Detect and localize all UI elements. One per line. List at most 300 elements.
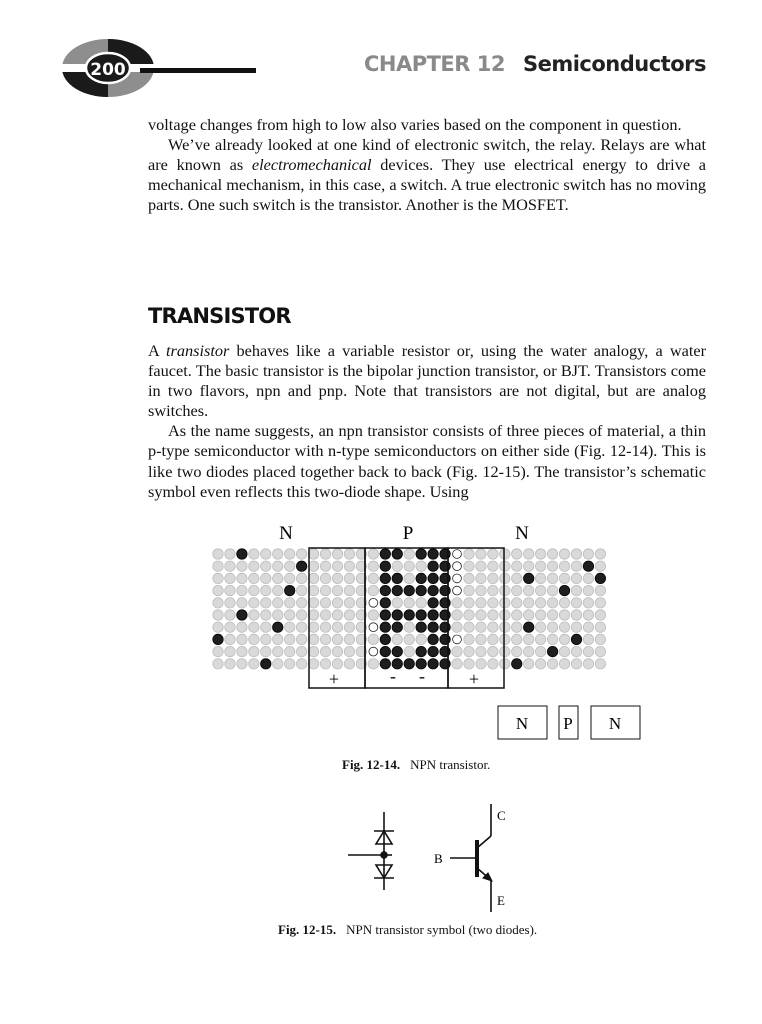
atom bbox=[512, 646, 522, 656]
atom bbox=[571, 549, 581, 559]
atom bbox=[320, 646, 330, 656]
atom bbox=[261, 634, 271, 644]
atom bbox=[404, 598, 414, 608]
atom bbox=[595, 561, 605, 571]
atom bbox=[464, 598, 474, 608]
atom bbox=[380, 634, 390, 644]
atom bbox=[488, 634, 498, 644]
atom bbox=[332, 610, 342, 620]
atom bbox=[476, 646, 486, 656]
atom bbox=[535, 610, 545, 620]
transistor-text bbox=[148, 341, 706, 502]
atom bbox=[225, 573, 235, 583]
atom bbox=[583, 634, 593, 644]
atom bbox=[368, 634, 378, 644]
atom bbox=[476, 659, 486, 669]
atom bbox=[595, 598, 605, 608]
atom bbox=[332, 561, 342, 571]
atom bbox=[559, 573, 569, 583]
atom bbox=[452, 646, 462, 656]
atom bbox=[273, 573, 283, 583]
atom bbox=[237, 622, 247, 632]
atom bbox=[368, 585, 378, 595]
atom bbox=[464, 610, 474, 620]
intro-text bbox=[148, 115, 706, 215]
atom bbox=[559, 585, 569, 595]
atom bbox=[535, 598, 545, 608]
atom bbox=[308, 573, 318, 583]
atom bbox=[332, 585, 342, 595]
atom bbox=[296, 561, 306, 571]
atom bbox=[368, 610, 378, 620]
atom bbox=[595, 610, 605, 620]
atom bbox=[535, 622, 545, 632]
atom bbox=[583, 598, 593, 608]
atom bbox=[583, 573, 593, 583]
atom bbox=[225, 598, 235, 608]
atom bbox=[404, 610, 414, 620]
atom bbox=[261, 585, 271, 595]
atom bbox=[320, 561, 330, 571]
atom bbox=[285, 598, 295, 608]
atom bbox=[249, 646, 259, 656]
atom bbox=[583, 659, 593, 669]
atom bbox=[225, 646, 235, 656]
atom bbox=[213, 622, 223, 632]
atom bbox=[559, 646, 569, 656]
atom bbox=[571, 561, 581, 571]
atom bbox=[524, 561, 534, 571]
atom bbox=[428, 561, 438, 571]
atom bbox=[285, 561, 295, 571]
atom bbox=[476, 622, 486, 632]
atom bbox=[296, 573, 306, 583]
atom bbox=[344, 659, 354, 669]
atom bbox=[476, 549, 486, 559]
atom bbox=[392, 549, 402, 559]
atom bbox=[476, 585, 486, 595]
atom bbox=[476, 561, 486, 571]
atom bbox=[535, 659, 545, 669]
atom bbox=[213, 549, 223, 559]
chapter-label: CHAPTER 12 bbox=[363, 52, 505, 76]
figure-12-14-caption bbox=[342, 757, 490, 773]
atom bbox=[392, 573, 402, 583]
atom bbox=[571, 598, 581, 608]
atom bbox=[464, 549, 474, 559]
atom bbox=[368, 659, 378, 669]
atom bbox=[296, 659, 306, 669]
atom bbox=[512, 622, 522, 632]
atom bbox=[547, 561, 557, 571]
atom bbox=[344, 634, 354, 644]
atom bbox=[559, 549, 569, 559]
box-label-n-left: N bbox=[515, 714, 529, 733]
atom bbox=[416, 598, 426, 608]
atom bbox=[416, 610, 426, 620]
atom bbox=[296, 610, 306, 620]
caption-text-2: NPN transistor symbol (two diodes). bbox=[346, 922, 538, 937]
atom bbox=[237, 573, 247, 583]
atom bbox=[285, 585, 295, 595]
section-heading: TRANSISTOR bbox=[148, 304, 291, 328]
atom bbox=[524, 659, 534, 669]
atom bbox=[512, 585, 522, 595]
atom bbox=[261, 610, 271, 620]
atom bbox=[583, 610, 593, 620]
atom bbox=[380, 549, 390, 559]
atom bbox=[559, 622, 569, 632]
atom bbox=[595, 634, 605, 644]
atom bbox=[404, 646, 414, 656]
atom bbox=[428, 646, 438, 656]
atom bbox=[571, 646, 581, 656]
atom bbox=[428, 634, 438, 644]
atom bbox=[583, 622, 593, 632]
atom bbox=[392, 646, 402, 656]
atom bbox=[488, 573, 498, 583]
atom bbox=[261, 598, 271, 608]
atom bbox=[453, 550, 462, 559]
paragraph-3 bbox=[148, 341, 706, 421]
emitter-label: E bbox=[497, 893, 505, 908]
atom bbox=[452, 622, 462, 632]
atom bbox=[261, 573, 271, 583]
atom bbox=[237, 659, 247, 669]
atom bbox=[380, 622, 390, 632]
atom bbox=[404, 549, 414, 559]
atom bbox=[249, 598, 259, 608]
atom bbox=[452, 659, 462, 669]
atom bbox=[583, 646, 593, 656]
atom bbox=[488, 622, 498, 632]
atom bbox=[344, 585, 354, 595]
atom bbox=[344, 549, 354, 559]
atom bbox=[595, 573, 605, 583]
paragraph-2 bbox=[148, 135, 706, 215]
atom bbox=[512, 659, 522, 669]
page-header bbox=[0, 0, 762, 110]
atom bbox=[559, 561, 569, 571]
atom bbox=[261, 549, 271, 559]
atom bbox=[595, 622, 605, 632]
atom bbox=[535, 585, 545, 595]
atom bbox=[583, 549, 593, 559]
atom bbox=[524, 585, 534, 595]
atom bbox=[547, 585, 557, 595]
atom bbox=[571, 610, 581, 620]
atom bbox=[547, 646, 557, 656]
atom bbox=[392, 622, 402, 632]
atom bbox=[308, 610, 318, 620]
atom bbox=[344, 610, 354, 620]
atom bbox=[344, 646, 354, 656]
atom bbox=[249, 622, 259, 632]
atom bbox=[404, 622, 414, 632]
atom bbox=[547, 549, 557, 559]
atom bbox=[332, 549, 342, 559]
atom bbox=[559, 634, 569, 644]
atom bbox=[320, 573, 330, 583]
region-label-n-left: N bbox=[279, 523, 293, 544]
atom bbox=[285, 634, 295, 644]
atom bbox=[213, 646, 223, 656]
atom bbox=[595, 585, 605, 595]
atom bbox=[464, 585, 474, 595]
atom bbox=[500, 659, 510, 669]
atom bbox=[392, 585, 402, 595]
atom bbox=[524, 598, 534, 608]
atom bbox=[428, 622, 438, 632]
base-label: B bbox=[434, 851, 443, 866]
atom bbox=[320, 622, 330, 632]
atom bbox=[464, 659, 474, 669]
figure-12-15-caption bbox=[278, 922, 537, 938]
atom bbox=[595, 549, 605, 559]
atom bbox=[500, 610, 510, 620]
atom bbox=[261, 561, 271, 571]
atom bbox=[285, 610, 295, 620]
atom bbox=[237, 561, 247, 571]
atom bbox=[416, 573, 426, 583]
caption-number-2: Fig. 12-15. bbox=[278, 922, 337, 937]
atom bbox=[225, 585, 235, 595]
atom bbox=[583, 585, 593, 595]
atom bbox=[512, 598, 522, 608]
atom bbox=[332, 646, 342, 656]
two-diode-symbol bbox=[348, 812, 394, 890]
npn-symbol-figure bbox=[330, 800, 550, 915]
atom bbox=[392, 561, 402, 571]
charge-plus-right: + bbox=[468, 669, 480, 689]
atom bbox=[535, 561, 545, 571]
atom bbox=[320, 610, 330, 620]
atom bbox=[213, 610, 223, 620]
atom bbox=[500, 622, 510, 632]
atom bbox=[476, 573, 486, 583]
atom bbox=[225, 634, 235, 644]
atom bbox=[237, 585, 247, 595]
atom bbox=[428, 549, 438, 559]
atom bbox=[332, 622, 342, 632]
atom-lattice bbox=[213, 549, 606, 669]
atom bbox=[512, 573, 522, 583]
atom bbox=[296, 646, 306, 656]
paragraph-2-emphasis: electromechanical bbox=[251, 155, 372, 175]
atom bbox=[369, 623, 378, 632]
atom bbox=[273, 549, 283, 559]
atom bbox=[453, 586, 462, 595]
atom bbox=[273, 585, 283, 595]
atom bbox=[476, 598, 486, 608]
atom bbox=[308, 622, 318, 632]
atom bbox=[559, 598, 569, 608]
atom bbox=[404, 634, 414, 644]
atom bbox=[273, 634, 283, 644]
atom bbox=[571, 573, 581, 583]
atom bbox=[285, 622, 295, 632]
atom bbox=[225, 622, 235, 632]
atom bbox=[595, 646, 605, 656]
atom bbox=[404, 659, 414, 669]
atom bbox=[296, 634, 306, 644]
atom bbox=[261, 622, 271, 632]
atom bbox=[547, 610, 557, 620]
atom bbox=[308, 634, 318, 644]
atom bbox=[380, 573, 390, 583]
atom bbox=[380, 561, 390, 571]
paragraph-4: As the name suggests, an npn transistor consists of three pieces of material, a thin p-type semiconductor with n-type semiconductors on either side (Fig. 12-14). This is like two diodes placed together back to back (Fig. 12-15). The transistor’s schematic symbol even reflects this two-diode shape. Using bbox=[148, 421, 706, 501]
atom bbox=[500, 573, 510, 583]
atom bbox=[213, 561, 223, 571]
atom bbox=[488, 549, 498, 559]
atom bbox=[524, 610, 534, 620]
atom bbox=[380, 585, 390, 595]
atom bbox=[404, 573, 414, 583]
atom bbox=[559, 659, 569, 669]
atom bbox=[512, 610, 522, 620]
box-label-n-right: N bbox=[608, 714, 622, 733]
caption-number: Fig. 12-14. bbox=[342, 757, 401, 772]
caption-text: NPN transistor. bbox=[410, 757, 491, 772]
atom bbox=[332, 598, 342, 608]
atom bbox=[285, 573, 295, 583]
page-number: 200 bbox=[90, 60, 126, 80]
paragraph-2-text-a: We’ve already looked at one kind of electronic switch, the relay. Relays are what are known as bbox=[148, 135, 706, 175]
atom bbox=[453, 574, 462, 583]
atom bbox=[392, 598, 402, 608]
atom bbox=[380, 646, 390, 656]
atom bbox=[453, 562, 462, 571]
atom bbox=[237, 646, 247, 656]
atom bbox=[416, 646, 426, 656]
atom bbox=[249, 573, 259, 583]
atom bbox=[488, 598, 498, 608]
atom bbox=[535, 549, 545, 559]
atom bbox=[237, 549, 247, 559]
atom bbox=[524, 622, 534, 632]
collector-label: C bbox=[497, 808, 506, 823]
atom bbox=[500, 634, 510, 644]
atom bbox=[416, 634, 426, 644]
atom bbox=[512, 549, 522, 559]
atom bbox=[500, 646, 510, 656]
atom bbox=[249, 659, 259, 669]
atom bbox=[404, 561, 414, 571]
atom bbox=[500, 549, 510, 559]
atom bbox=[213, 659, 223, 669]
atom bbox=[571, 659, 581, 669]
atom bbox=[500, 598, 510, 608]
atom bbox=[524, 573, 534, 583]
atom bbox=[595, 659, 605, 669]
atom bbox=[428, 573, 438, 583]
atom bbox=[332, 659, 342, 669]
atom bbox=[225, 549, 235, 559]
atom bbox=[416, 561, 426, 571]
running-head bbox=[364, 52, 706, 76]
atom bbox=[225, 610, 235, 620]
atom bbox=[476, 634, 486, 644]
atom bbox=[571, 634, 581, 644]
atom bbox=[428, 659, 438, 669]
atom bbox=[261, 659, 271, 669]
atom bbox=[392, 634, 402, 644]
atom bbox=[476, 610, 486, 620]
atom bbox=[344, 622, 354, 632]
atom bbox=[296, 598, 306, 608]
atom bbox=[535, 634, 545, 644]
paragraph-3-text-a: A bbox=[148, 341, 167, 360]
atom bbox=[428, 610, 438, 620]
atom bbox=[535, 646, 545, 656]
atom bbox=[547, 598, 557, 608]
atom bbox=[571, 585, 581, 595]
atom bbox=[296, 549, 306, 559]
atom bbox=[332, 634, 342, 644]
atom bbox=[308, 598, 318, 608]
atom bbox=[249, 634, 259, 644]
atom bbox=[488, 610, 498, 620]
atom bbox=[488, 561, 498, 571]
atom bbox=[285, 646, 295, 656]
atom bbox=[273, 622, 283, 632]
charge-minus-right: - bbox=[419, 666, 425, 686]
atom bbox=[452, 598, 462, 608]
atom bbox=[380, 598, 390, 608]
header-rule bbox=[140, 68, 256, 73]
atom bbox=[512, 634, 522, 644]
chapter-title: Semiconductors bbox=[522, 52, 706, 76]
atom bbox=[559, 610, 569, 620]
transistor-symbol bbox=[450, 804, 492, 912]
atom bbox=[225, 659, 235, 669]
atom bbox=[453, 635, 462, 644]
atom bbox=[296, 622, 306, 632]
atom bbox=[213, 634, 223, 644]
atom bbox=[320, 659, 330, 669]
atom bbox=[308, 561, 318, 571]
atom bbox=[524, 634, 534, 644]
atom bbox=[249, 549, 259, 559]
atom bbox=[488, 585, 498, 595]
atom bbox=[320, 549, 330, 559]
atom bbox=[308, 585, 318, 595]
atom bbox=[452, 610, 462, 620]
atom bbox=[320, 598, 330, 608]
atom bbox=[512, 561, 522, 571]
charge-plus-left: + bbox=[328, 669, 340, 689]
atom bbox=[273, 598, 283, 608]
atom bbox=[368, 549, 378, 559]
atom bbox=[380, 610, 390, 620]
npn-transistor-figure bbox=[210, 518, 650, 750]
paragraph-1: voltage changes from high to low also varies based on the component in question. bbox=[148, 115, 682, 134]
atom bbox=[344, 561, 354, 571]
atom bbox=[237, 598, 247, 608]
atom bbox=[392, 610, 402, 620]
atom bbox=[547, 573, 557, 583]
charge-minus-left: - bbox=[390, 666, 396, 686]
atom bbox=[535, 573, 545, 583]
atom bbox=[380, 659, 390, 669]
atom bbox=[488, 646, 498, 656]
atom bbox=[320, 585, 330, 595]
paragraph-3-text-b: behaves like a variable resistor or, using the water analogy, a water faucet. The basic transistor is the bipolar junction transistor, or BJT. Transistors come in two flavors, npn and pnp. Note that transistors are not digital, but are analog switches. bbox=[148, 341, 706, 421]
atom bbox=[273, 659, 283, 669]
atom bbox=[416, 549, 426, 559]
atom bbox=[547, 659, 557, 669]
